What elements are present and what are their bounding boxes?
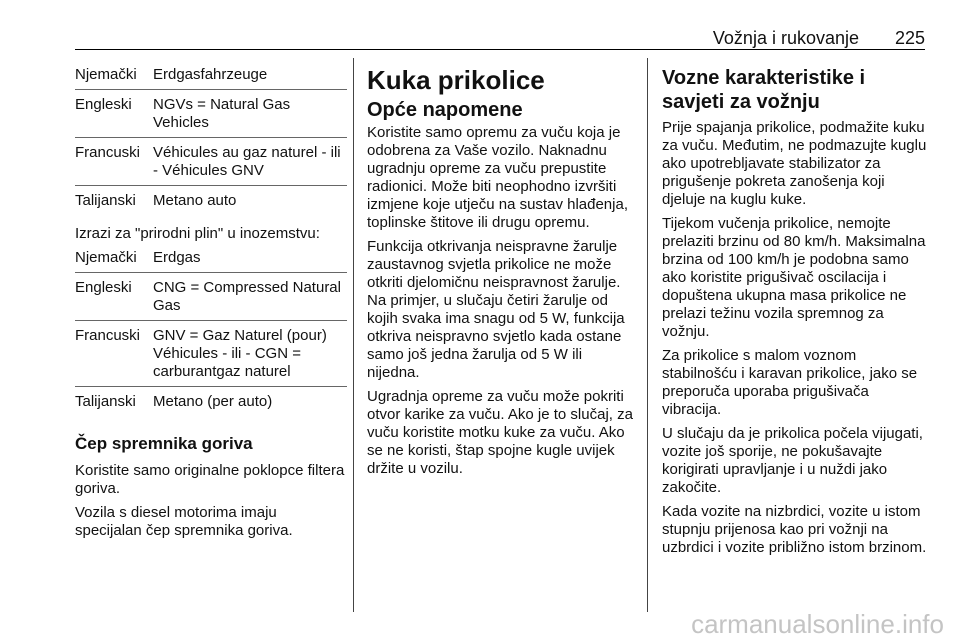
table-row — [75, 186, 347, 215]
table-row — [75, 60, 347, 90]
language-label: Francuski — [75, 144, 141, 161]
vehicle-terms-table — [75, 60, 347, 215]
term-value: NGVs = Natural Gas Vehicles — [153, 96, 291, 131]
page-header — [75, 20, 925, 50]
driving-paragraph: Za prikolice s malom voznom stabilnošću i karavan prikolice, jako se preporuča uporaba prigušivača vibracija. — [662, 347, 918, 418]
language-label: Francuski — [75, 327, 141, 344]
page-number: 225 — [894, 28, 925, 48]
fuel-cap-paragraph: Vozila s diesel motorima imaju specijalan čep spremnika goriva. — [75, 504, 293, 539]
term-value: Erdgasfahrzeuge — [153, 66, 268, 83]
language-label: Engleski — [75, 279, 132, 296]
term-value: GNV = Gaz Naturel (pour) Véhicules - ili - CGN = carburantgaz naturel — [153, 327, 327, 380]
table-row — [75, 387, 347, 416]
language-label: Njemački — [75, 249, 137, 266]
driving-tips-heading: Vozne karakteristike i savjeti za vožnju — [662, 67, 866, 113]
table-row — [75, 138, 347, 186]
driving-paragraph: Tijekom vučenja prikolice, nemojte prelaziti brzinu od 80 km/h. Maksimalna brzina od 100 km/h je podobna samo ako koristite prigušivač oscilacija i dopuštena ukupna masa prikolice ne prelazi težinu vozila spremnog za vožnju. — [662, 215, 926, 340]
table-row — [75, 321, 347, 387]
table-row — [75, 90, 347, 138]
towing-paragraph: Koristite samo opremu za vuču koja je odobrena za Vaše vozilo. Naknadnu ugradnju opreme za vuču prepustite radionici. Može biti neophodno izvršiti izmjene koje utječu na sustav hlađenja, toplinske štitove ili drugu opremu. — [367, 124, 628, 231]
fuel-cap-heading: Čep spremnika goriva — [75, 434, 253, 453]
column-middle — [367, 60, 635, 484]
general-notes-heading: Opće napomene — [367, 99, 523, 121]
table-row — [75, 273, 347, 321]
column-divider-1 — [353, 58, 354, 612]
watermark: carmanualsonline.info — [691, 609, 944, 639]
gas-terms-intro: Izrazi za "prirodni plin" u inozemstvu: — [75, 225, 320, 242]
term-value: Metano auto — [153, 192, 237, 209]
language-label: Talijanski — [75, 192, 136, 209]
column-left — [75, 60, 347, 546]
driving-paragraph: Kada vozite na nizbrdici, vozite u istom stupnju prijenosa kao pri vožnji na uzbrdici i vozite približno istom brzinom. — [662, 503, 927, 556]
towing-heading: Kuka prikolice — [367, 65, 545, 95]
towing-paragraph: Funkcija otkrivanja neispravne žarulje zaustavnog svjetla prikolice ne može otkriti djelomičnu neispravnost žarulje. Na primjer, u slučaju četiri žarulje od kojih svaka ima snagu od 5 W, funkcija otkriva neispravno svjetlo kada ostane samo još jedna žarulja od 5 W ili nijedna. — [367, 238, 625, 381]
table-row — [75, 243, 347, 273]
language-label: Talijanski — [75, 393, 136, 410]
towing-paragraph: Ugradnja opreme za vuču može pokriti otvor karike za vuču. Ako je to slučaj, za vuču koristite motku kuke za vuču. Ako se ne koristi, štap spojne kugle uvijek držite u vozilu. — [367, 388, 633, 477]
term-value: Erdgas — [153, 249, 201, 266]
column-divider-2 — [647, 58, 648, 612]
language-label: Engleski — [75, 96, 132, 113]
term-value: Véhicules au gaz naturel - ili - Véhicules GNV — [153, 144, 341, 179]
driving-paragraph: Prije spajanja prikolice, podmažite kuku za vuču. Međutim, ne podmazujte kuglu ako upotrebljavate stabilizator za prigušenje pokreta zanošenja koji djeluje na kuglu kuke. — [662, 119, 927, 208]
gas-terms-table — [75, 243, 347, 416]
fuel-cap-paragraph: Koristite samo originalne poklopce filtera goriva. — [75, 462, 345, 497]
section-title: Vožnja i rukovanje — [712, 28, 859, 48]
column-right — [662, 60, 932, 563]
driving-paragraph: U slučaju da je prikolica počela vijugati, vozite još sporije, ne pokušavajte korigirati upravljanje i u nuždi jako zakočite. — [662, 425, 923, 496]
language-label: Njemački — [75, 66, 137, 83]
term-value: Metano (per auto) — [153, 393, 273, 410]
header-rule — [75, 49, 925, 50]
term-value: CNG = Compressed Natural Gas — [153, 279, 341, 314]
